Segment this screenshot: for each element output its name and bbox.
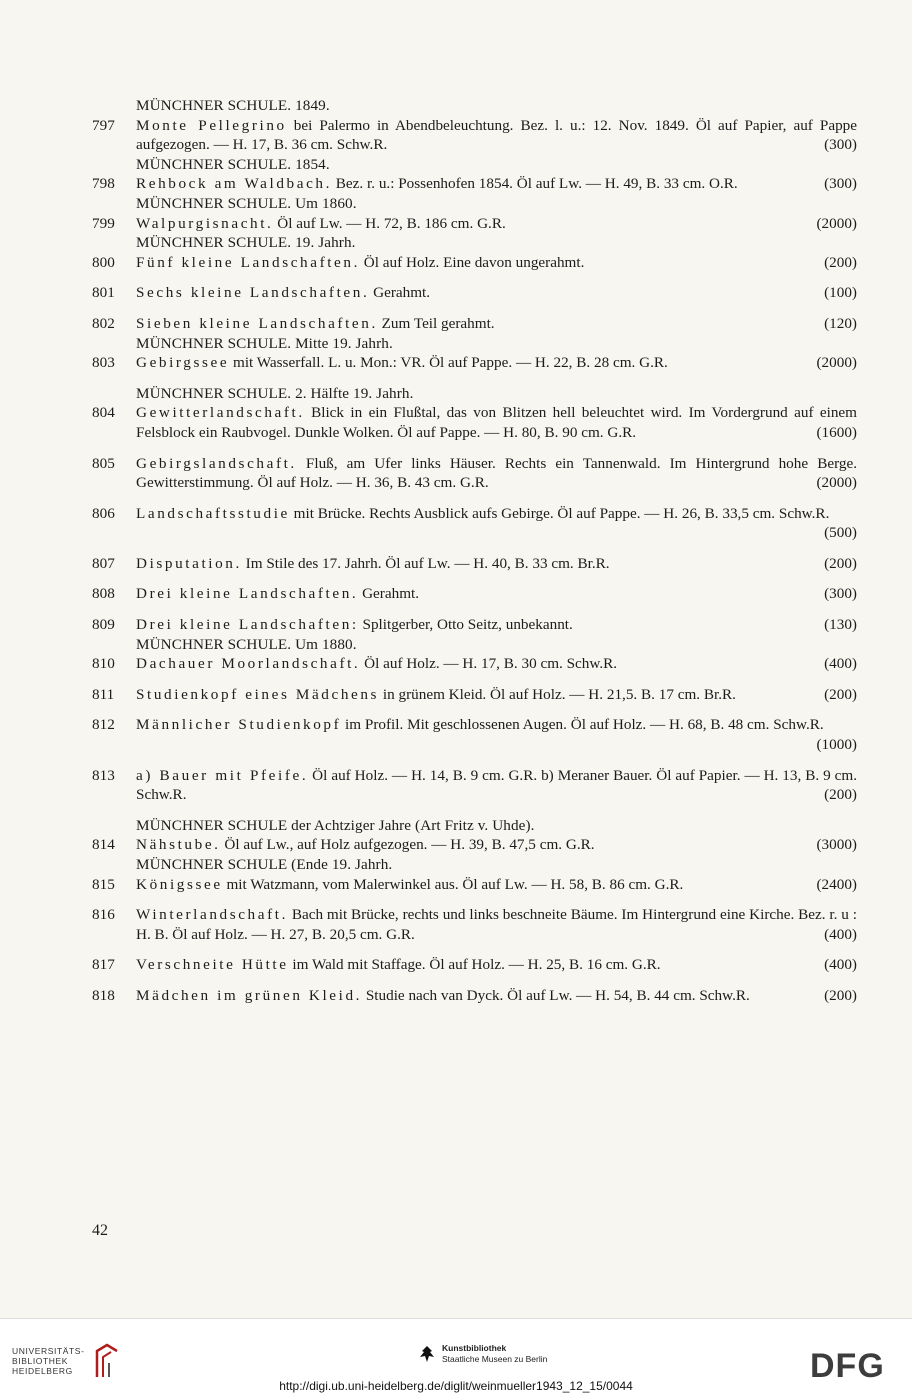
lot-number: 816 [92, 906, 115, 924]
artwork-title: Nähstube. [136, 836, 221, 854]
entry-description [136, 403, 857, 442]
estimate-price: (200) [824, 986, 857, 1004]
artwork-title: Gewitterlandschaft. [136, 404, 305, 422]
artwork-title: Walpurgisnacht. [136, 214, 274, 232]
lot-number: 808 [92, 585, 115, 603]
entry-spacer [92, 975, 857, 986]
artwork-title: Disputation. [136, 554, 242, 572]
artwork-title: Dachauer Moorlandschaft. [136, 655, 361, 673]
entry-spacer [92, 443, 857, 454]
catalog-entry [92, 986, 857, 1006]
section-header: MÜNCHNER SCHULE. 1849. [136, 97, 330, 114]
catalog-entry [92, 403, 857, 442]
artwork-details: im Profil. Mit geschlossenen Augen. Öl auf Holz. — H. 68, B. 48 cm. Schw.R. [341, 716, 824, 734]
entry-description [136, 986, 857, 1006]
artwork-details: mit Wasserfall. L. u. Mon.: VR. Öl auf Pappe. — H. 22, B. 28 cm. G.R. [229, 354, 668, 372]
entry-description [136, 454, 857, 493]
estimate-price: (3000) [816, 836, 857, 854]
artwork-details: Öl auf Holz. Eine davon ungerahmt. [360, 253, 585, 271]
artwork-title: Gebirgssee [136, 354, 230, 372]
entry-description [136, 654, 857, 674]
section-header: MÜNCHNER SCHULE. Um 1860. [136, 194, 357, 212]
lot-number: 809 [92, 616, 115, 634]
lot-number: 804 [92, 404, 115, 422]
artwork-title: Fünf kleine Landschaften. [136, 253, 360, 271]
entry-spacer [92, 755, 857, 766]
lot-number: 799 [92, 214, 115, 232]
lot-number: 815 [92, 875, 115, 893]
artwork-details: mit Watzmann, vom Malerwinkel aus. Öl auf Lw. — H. 58, B. 86 cm. G.R. [222, 875, 684, 893]
estimate-price: (200) [824, 685, 857, 703]
catalog-entry [92, 454, 857, 493]
catalog-entry [92, 715, 857, 754]
estimate-price: (300) [824, 585, 857, 603]
entry-description [136, 174, 857, 194]
lot-number: 803 [92, 354, 115, 372]
lot-number: 811 [92, 685, 115, 703]
catalog-entry [92, 253, 857, 273]
artwork-title: Studienkopf eines Mädchens [136, 685, 380, 703]
catalog-entry [92, 875, 857, 895]
lot-number: 806 [92, 504, 115, 522]
estimate-price: (130) [824, 616, 857, 634]
entry-spacer [92, 272, 857, 283]
artwork-title: Königssee [136, 875, 223, 893]
artwork-details: Öl auf Holz. — H. 14, B. 9 cm. G.R. b) Meraner Bauer. Öl auf Papier. — H. 13, B. 9 cm. Schw.R. [136, 766, 858, 804]
permalink-url[interactable]: http://digi.ub.uni-heidelberg.de/diglit/weinmueller1943_12_15/0044 [279, 1379, 633, 1393]
artwork-title: Landschaftsstudie [136, 504, 290, 522]
artwork-details: Fluß, am Ufer links Häuser. Rechts ein Tannenwald. Im Hintergrund hohe Berge. Gewitterstimmung. Öl auf Holz. — H. 36, B. 43 cm. G.R. [136, 454, 857, 492]
estimate-price: (400) [824, 956, 857, 974]
kunstbibliothek-logo[interactable] [418, 1343, 547, 1365]
lot-number: 798 [92, 175, 115, 193]
entry-spacer [92, 944, 857, 955]
estimate-price: (300) [824, 175, 857, 193]
entry-description [136, 715, 857, 754]
estimate-price: (1600) [816, 423, 857, 441]
estimate-price: (400) [824, 925, 857, 943]
lot-number: 813 [92, 766, 115, 784]
entry-spacer [92, 543, 857, 554]
entry-description [136, 314, 857, 334]
entry-description [136, 905, 857, 944]
entry-spacer [92, 573, 857, 584]
catalog-entry [92, 353, 857, 373]
section-header: MÜNCHNER SCHULE der Achtziger Jahre (Art Fritz v. Uhde). [136, 816, 535, 834]
lot-number: 797 [92, 116, 115, 134]
artwork-details: Gerahmt. [358, 585, 420, 603]
entry-description [136, 685, 857, 705]
artwork-details: im Wald mit Staffage. Öl auf Holz. — H. 25, B. 16 cm. G.R. [288, 956, 661, 974]
entry-spacer [92, 894, 857, 905]
lot-number: 817 [92, 956, 115, 974]
catalog-entry [92, 584, 857, 604]
university-line: UNIVERSITÄTS- [12, 1346, 85, 1356]
estimate-price: (2000) [816, 214, 857, 232]
artwork-details: in grünem Kleid. Öl auf Holz. — H. 21,5. B. 17 cm. Br.R. [379, 685, 736, 703]
lot-number: 818 [92, 986, 115, 1004]
entry-description [136, 214, 857, 234]
artwork-details: Zum Teil gerahmt. [377, 314, 495, 332]
artwork-details: Gerahmt. [369, 284, 431, 302]
catalog-entry [92, 504, 857, 543]
section-header: MÜNCHNER SCHULE. 19. Jahrh. [136, 234, 356, 252]
section-header: MÜNCHNER SCHULE. Mitte 19. Jahrh. [136, 334, 393, 352]
catalog-entry [92, 905, 857, 944]
artwork-details: Studie nach van Dyck. Öl auf Lw. — H. 54, B. 44 cm. Schw.R. [362, 986, 750, 1004]
digitization-footer [0, 1318, 912, 1399]
lot-number: 810 [92, 655, 115, 673]
entry-description [136, 875, 857, 895]
entry-spacer [92, 805, 857, 816]
kunstbibliothek-subtitle: Staatliche Museen zu Berlin [442, 1354, 548, 1364]
artwork-title: Verschneite Hütte [136, 956, 289, 974]
estimate-price: (400) [824, 655, 857, 673]
entry-spacer [92, 704, 857, 715]
artwork-details: Öl auf Holz. — H. 17, B. 30 cm. Schw.R. [360, 655, 618, 673]
artwork-details: Öl auf Lw. — H. 72, B. 186 cm. G.R. [273, 214, 506, 232]
entry-description [136, 283, 857, 303]
estimate-price: (200) [824, 253, 857, 271]
estimate-price: (200) [824, 554, 857, 572]
estimate-price: (120) [824, 314, 857, 332]
artwork-title: Sechs kleine Landschaften. [136, 284, 370, 302]
artwork-title: Monte Pellegrino [136, 116, 287, 134]
estimate-price: (500) [824, 524, 857, 542]
university-library-logo[interactable] [12, 1343, 119, 1379]
lot-number: 801 [92, 284, 115, 302]
entry-description [136, 584, 857, 604]
university-emblem-icon [93, 1343, 119, 1379]
artwork-details: Bez. r. u.: Possenhofen 1854. Öl auf Lw. — H. 49, B. 33 cm. O.R. [332, 175, 738, 193]
entry-spacer [92, 493, 857, 504]
university-line: BIBLIOTHEK [12, 1356, 69, 1366]
dfg-logo[interactable]: DFG [810, 1347, 885, 1385]
artwork-title: Winterlandschaft. [136, 906, 288, 924]
catalog-entry [92, 955, 857, 975]
entry-spacer [92, 373, 857, 384]
entry-description [136, 504, 857, 543]
artwork-details: Im Stile des 17. Jahrh. Öl auf Lw. — H. 40, B. 33 cm. Br.R. [241, 554, 610, 572]
catalog-entry [92, 654, 857, 674]
catalog-entries [92, 96, 857, 1006]
kunstbibliothek-eagle-icon [418, 1343, 436, 1365]
artwork-details: Öl auf Lw., auf Holz aufgezogen. — H. 39, B. 47,5 cm. G.R. [220, 836, 595, 854]
artwork-title: Mädchen im grünen Kleid. [136, 986, 363, 1004]
section-header: MÜNCHNER SCHULE (Ende 19. Jahrh. [136, 856, 393, 873]
lot-number: 812 [92, 716, 115, 734]
artwork-details: mit Brücke. Rechts Ausblick aufs Gebirge. Öl auf Pappe. — H. 26, B. 33,5 cm. Schw.R. [289, 504, 830, 522]
university-library-name [12, 1346, 85, 1376]
entry-description [136, 554, 857, 574]
lot-number: 802 [92, 314, 115, 332]
entry-description [136, 116, 857, 155]
catalog-entry [92, 685, 857, 705]
catalog-entry [92, 615, 857, 635]
catalog-entry [92, 174, 857, 194]
kunstbibliothek-name: Kunstbibliothek [442, 1343, 507, 1353]
artwork-title: a) Bauer mit Pfeife. [136, 766, 309, 784]
estimate-price: (100) [824, 284, 857, 302]
section-header: MÜNCHNER SCHULE. Um 1880. [136, 635, 357, 653]
page-number: 42 [92, 1222, 108, 1239]
lot-number: 814 [92, 836, 115, 854]
entry-description [136, 955, 857, 975]
entry-description [136, 615, 857, 635]
estimate-price: (200) [824, 786, 857, 804]
artwork-title: Gebirgslandschaft. [136, 454, 297, 472]
lot-number: 805 [92, 454, 115, 472]
artwork-title: Männlicher Studienkopf [136, 716, 342, 734]
estimate-price: (2400) [816, 875, 857, 893]
estimate-price: (300) [824, 136, 857, 154]
artwork-details: Bach mit Brücke, rechts und links beschneite Bäume. Im Hintergrund eine Kirche. Bez. r. u : H. B. Öl auf Holz. — H. 27, B. 20,5 cm. G.R. [136, 906, 857, 943]
catalog-entry [92, 116, 857, 155]
entry-spacer [92, 674, 857, 685]
estimate-price: (2000) [816, 354, 857, 372]
catalog-entry [92, 554, 857, 574]
catalog-entry [92, 835, 857, 855]
catalog-entry [92, 314, 857, 334]
entry-description [136, 835, 857, 855]
artwork-title: Rehbock am Waldbach. [136, 175, 332, 193]
entry-description [136, 253, 857, 273]
entry-spacer [92, 604, 857, 615]
artwork-details: Splitgerber, Otto Seitz, unbekannt. [358, 616, 573, 634]
catalog-entry [92, 766, 857, 805]
catalog-entry [92, 283, 857, 303]
artwork-title: Drei kleine Landschaften. [136, 585, 359, 603]
artwork-details: bei Palermo in Abendbeleuchtung. Bez. l. u.: 12. Nov. 1849. Öl auf Papier, auf Pappe aufgezogen. — H. 17, B. 36 cm. Schw.R. [136, 116, 857, 154]
estimate-price: (2000) [816, 474, 857, 492]
section-header: MÜNCHNER SCHULE. 1854. [136, 155, 330, 173]
lot-number: 807 [92, 554, 115, 572]
artwork-title: Drei kleine Landschaften: [136, 616, 359, 634]
entry-spacer [92, 303, 857, 314]
section-header: MÜNCHNER SCHULE. 2. Hälfte 19. Jahrh. [136, 384, 414, 402]
lot-number: 800 [92, 253, 115, 271]
estimate-price: (1000) [816, 736, 857, 754]
artwork-title: Sieben kleine Landschaften. [136, 314, 378, 332]
artwork-details: Blick in ein Flußtal, das von Blitzen hell beleuchtet wird. Im Vordergrund auf einem Felsblock ein Raubvogel. Dunkle Wolken. Öl auf Pappe. — H. 80, B. 90 cm. G.R. [136, 404, 857, 441]
entry-description [136, 766, 857, 805]
university-line: HEIDELBERG [12, 1366, 73, 1376]
catalog-entry [92, 214, 857, 234]
entry-description [136, 353, 857, 373]
